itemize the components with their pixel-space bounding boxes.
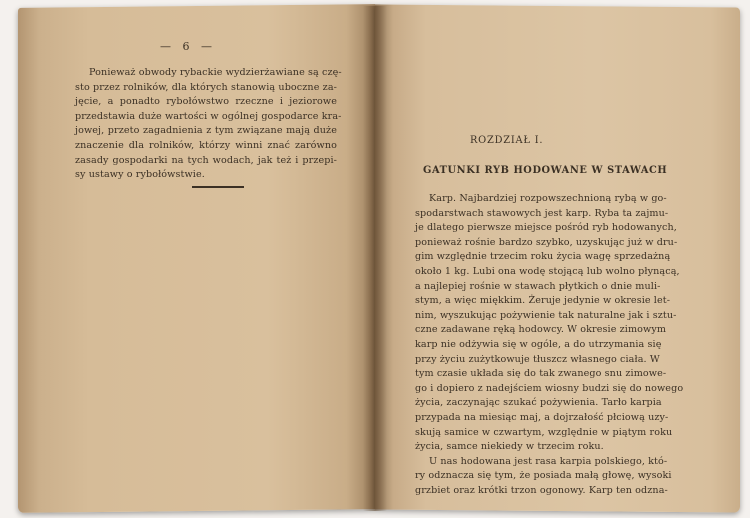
- right-page-body: [415, 192, 684, 498]
- text-line: około 1 kg. Lubi ona wodę stojącą lub wolno płynącą,: [415, 265, 680, 277]
- page-number: — 6 —: [160, 40, 216, 53]
- text-line: życia, samce niekiedy w trzecim roku.: [415, 441, 604, 453]
- text-line: ponieważ rośnie bardzo szybko, uzyskując już w dru-: [415, 236, 678, 248]
- left-page-paragraph: [75, 66, 342, 183]
- section-divider: [192, 186, 244, 188]
- text-line: gim względnie trzecim roku życia wagę sprzedażną: [415, 251, 671, 263]
- text-line: znaczenie dla rolników, którzy winni znać zarówno: [75, 139, 337, 151]
- text-line: przypada na miesiąc maj, a dojrzałość płciową uzy-: [415, 411, 669, 423]
- text-line: spodarstwach stawowych jest karp. Ryba ta zajmu-: [415, 207, 669, 219]
- text-line: grzbiet oraz krótki trzon ogonowy. Karp ten odzna-: [415, 484, 668, 496]
- book-gutter: [363, 6, 387, 511]
- text-line: stym, a więc miękkim. Żeruje jedynie w okresie let-: [415, 295, 671, 307]
- text-line: Karp. Najbardziej rozpowszechnioną rybą w go-: [429, 193, 667, 204]
- text-line: je dlatego pierwsze miejsce pośród ryb hodowanych,: [415, 222, 677, 234]
- text-line: sy ustawy o rybołówstwie.: [75, 169, 205, 181]
- text-line: życia, zaczynając szukać pożywienia. Tarło karpia: [415, 397, 662, 409]
- chapter-title: GATUNKI RYB HODOWANE W STAWACH: [423, 165, 668, 176]
- text-line: U nas hodowana jest rasa karpia polskiego, któ-: [429, 455, 668, 467]
- text-line: ry odznacza się tym, że posiada małą głowę, wysoki: [415, 470, 672, 482]
- text-line: a najlepiej rośnie w stawach płytkich o dnie muli-: [415, 280, 661, 292]
- text-line: przedstawia duże wartości w ogólnej gospodarce kra-: [75, 110, 342, 122]
- text-line: zasady gospodarki na tych wodach, jak też i przepi-: [75, 154, 337, 166]
- text-line: jęcie, a ponadto rybołówstwo rzeczne i jeziorowe: [75, 96, 337, 108]
- text-line: go i dopiero z nadejściem wiosny budzi się do nowego: [415, 382, 684, 394]
- text-line: skują samice w czwartym, względnie w piątym roku: [415, 426, 673, 438]
- text-line: czne zadawane ręką hodowcy. W okresie zimowym: [415, 324, 667, 336]
- text-line: przy życiu zużytkowuje tłuszcz własnego ciała. W: [415, 353, 660, 365]
- text-line: nim, wyszukując pożywienie tak naturalne jak i sztu-: [415, 309, 677, 321]
- text-line: Ponieważ obwody rybackie wydzierżawiane są czę-: [89, 67, 342, 78]
- text-line: jowej, przeto zagadnienia z tym związane mają duże: [75, 125, 337, 137]
- text-line: tym czasie układa się do tak zwanego snu zimowe-: [415, 368, 667, 380]
- text-line: karp nie odżywia się w ogóle, a do utrzymania się: [415, 338, 662, 350]
- chapter-heading: ROZDZIAŁ I.: [470, 135, 544, 146]
- text-line: sto przez rolników, dla których stanowią uboczne za-: [75, 81, 337, 93]
